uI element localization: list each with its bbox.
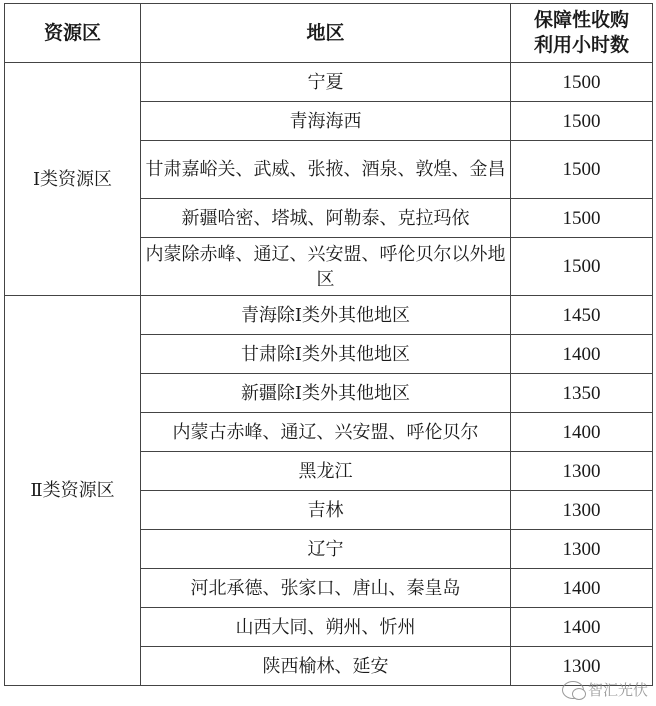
region-cell: 甘肃除Ⅰ类外其他地区 xyxy=(141,335,511,374)
header-hours-line-1: 保障性收购 xyxy=(533,9,629,31)
region-cell: 山西大同、朔州、忻州 xyxy=(141,608,511,647)
region-cell: 新疆哈密、塔城、阿勒泰、克拉玛依 xyxy=(141,199,511,238)
region-cell: 内蒙除赤峰、通辽、兴安盟、呼伦贝尔以外地区 xyxy=(141,238,511,296)
hours-cell: 1500 xyxy=(511,63,653,102)
hours-cell: 1300 xyxy=(511,530,653,569)
header-guaranteed-hours xyxy=(511,4,653,63)
region-cell: 青海海西 xyxy=(141,102,511,141)
hours-cell: 1500 xyxy=(511,199,653,238)
hours-cell: 1350 xyxy=(511,374,653,413)
hours-cell: 1500 xyxy=(511,141,653,199)
region-cell: 陕西榆林、延安 xyxy=(141,647,511,686)
table-row xyxy=(5,63,653,102)
hours-cell: 1300 xyxy=(511,491,653,530)
header-resource-zone: 资源区 xyxy=(5,4,141,63)
header-region: 地区 xyxy=(141,4,511,63)
region-cell: 黑龙江 xyxy=(141,452,511,491)
hours-cell: 1400 xyxy=(511,608,653,647)
hours-cell: 1400 xyxy=(511,413,653,452)
wechat-icon xyxy=(562,681,584,699)
resource-zone-cell: Ⅱ类资源区 xyxy=(5,296,141,686)
region-cell: 青海除Ⅰ类外其他地区 xyxy=(141,296,511,335)
header-hours-line-2: 利用小时数 xyxy=(533,34,629,56)
hours-cell: 1400 xyxy=(511,335,653,374)
hours-cell: 1500 xyxy=(511,102,653,141)
region-cell: 宁夏 xyxy=(141,63,511,102)
region-cell: 河北承德、张家口、唐山、秦皇岛 xyxy=(141,569,511,608)
table-header-row xyxy=(5,4,653,63)
region-cell: 甘肃嘉峪关、武威、张掖、酒泉、敦煌、金昌 xyxy=(141,141,511,199)
purchase-hours-table xyxy=(4,3,653,686)
region-cell: 辽宁 xyxy=(141,530,511,569)
hours-cell: 1300 xyxy=(511,452,653,491)
hours-cell: 1500 xyxy=(511,238,653,296)
resource-zone-cell: Ⅰ类资源区 xyxy=(5,63,141,296)
region-cell: 内蒙古赤峰、通辽、兴安盟、呼伦贝尔 xyxy=(141,413,511,452)
watermark xyxy=(562,679,648,700)
hours-cell: 1400 xyxy=(511,569,653,608)
hours-cell: 1450 xyxy=(511,296,653,335)
watermark-text: 智汇光伏 xyxy=(587,681,648,699)
region-cell: 吉林 xyxy=(141,491,511,530)
table-row xyxy=(5,296,653,335)
region-cell: 新疆除Ⅰ类外其他地区 xyxy=(141,374,511,413)
hours-cell: 1300 xyxy=(511,647,653,686)
